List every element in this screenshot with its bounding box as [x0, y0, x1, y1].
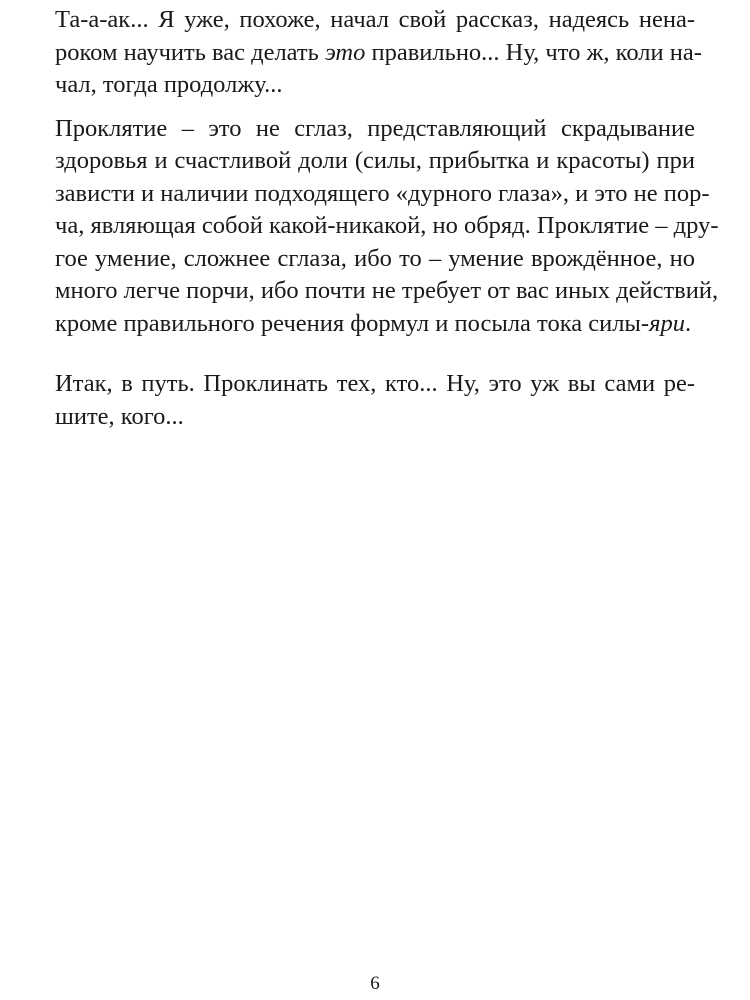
text-line: много легче порчи, ибо почти не требует от вас иных действий,: [55, 277, 719, 304]
text-line: шите, кого...: [55, 402, 184, 430]
page-number: 6: [370, 973, 380, 994]
text-line: Та-а-ак... Я уже, похоже, начал свой рассказ, надеясь нена-: [55, 6, 695, 33]
text-line: зависти и наличии подходящего «дурного глаза», и это не пор-: [55, 179, 710, 207]
text-line: Проклятие – это не сглаз, представляющий скрадывание: [55, 114, 695, 142]
text-line: роком научить вас делать это правильно... Ну, что ж, коли на-: [55, 38, 702, 66]
paragraph: [55, 4, 702, 102]
italic-word: яри: [649, 309, 685, 337]
page-body: [55, 4, 719, 433]
italic-word: это: [324, 38, 366, 66]
text-line: гое умение, сложнее сглаза, ибо то – умение врождённое, но: [55, 244, 695, 272]
text-line: Итак, в путь. Проклинать тех, кто... Ну, это уж вы сами ре-: [55, 370, 695, 397]
text-line: здоровья и счастливой доли (силы, прибытка и красоты) при: [55, 147, 695, 174]
paragraph: [55, 113, 719, 341]
text-line: ча, являющая собой какой-никакой, но обряд. Проклятие – дру-: [55, 212, 719, 239]
paragraph: [55, 368, 695, 433]
text-line: кроме правильного речения формул и посыла тока силы-яри.: [55, 309, 692, 337]
text-line: чал, тогда продолжу...: [55, 71, 283, 98]
